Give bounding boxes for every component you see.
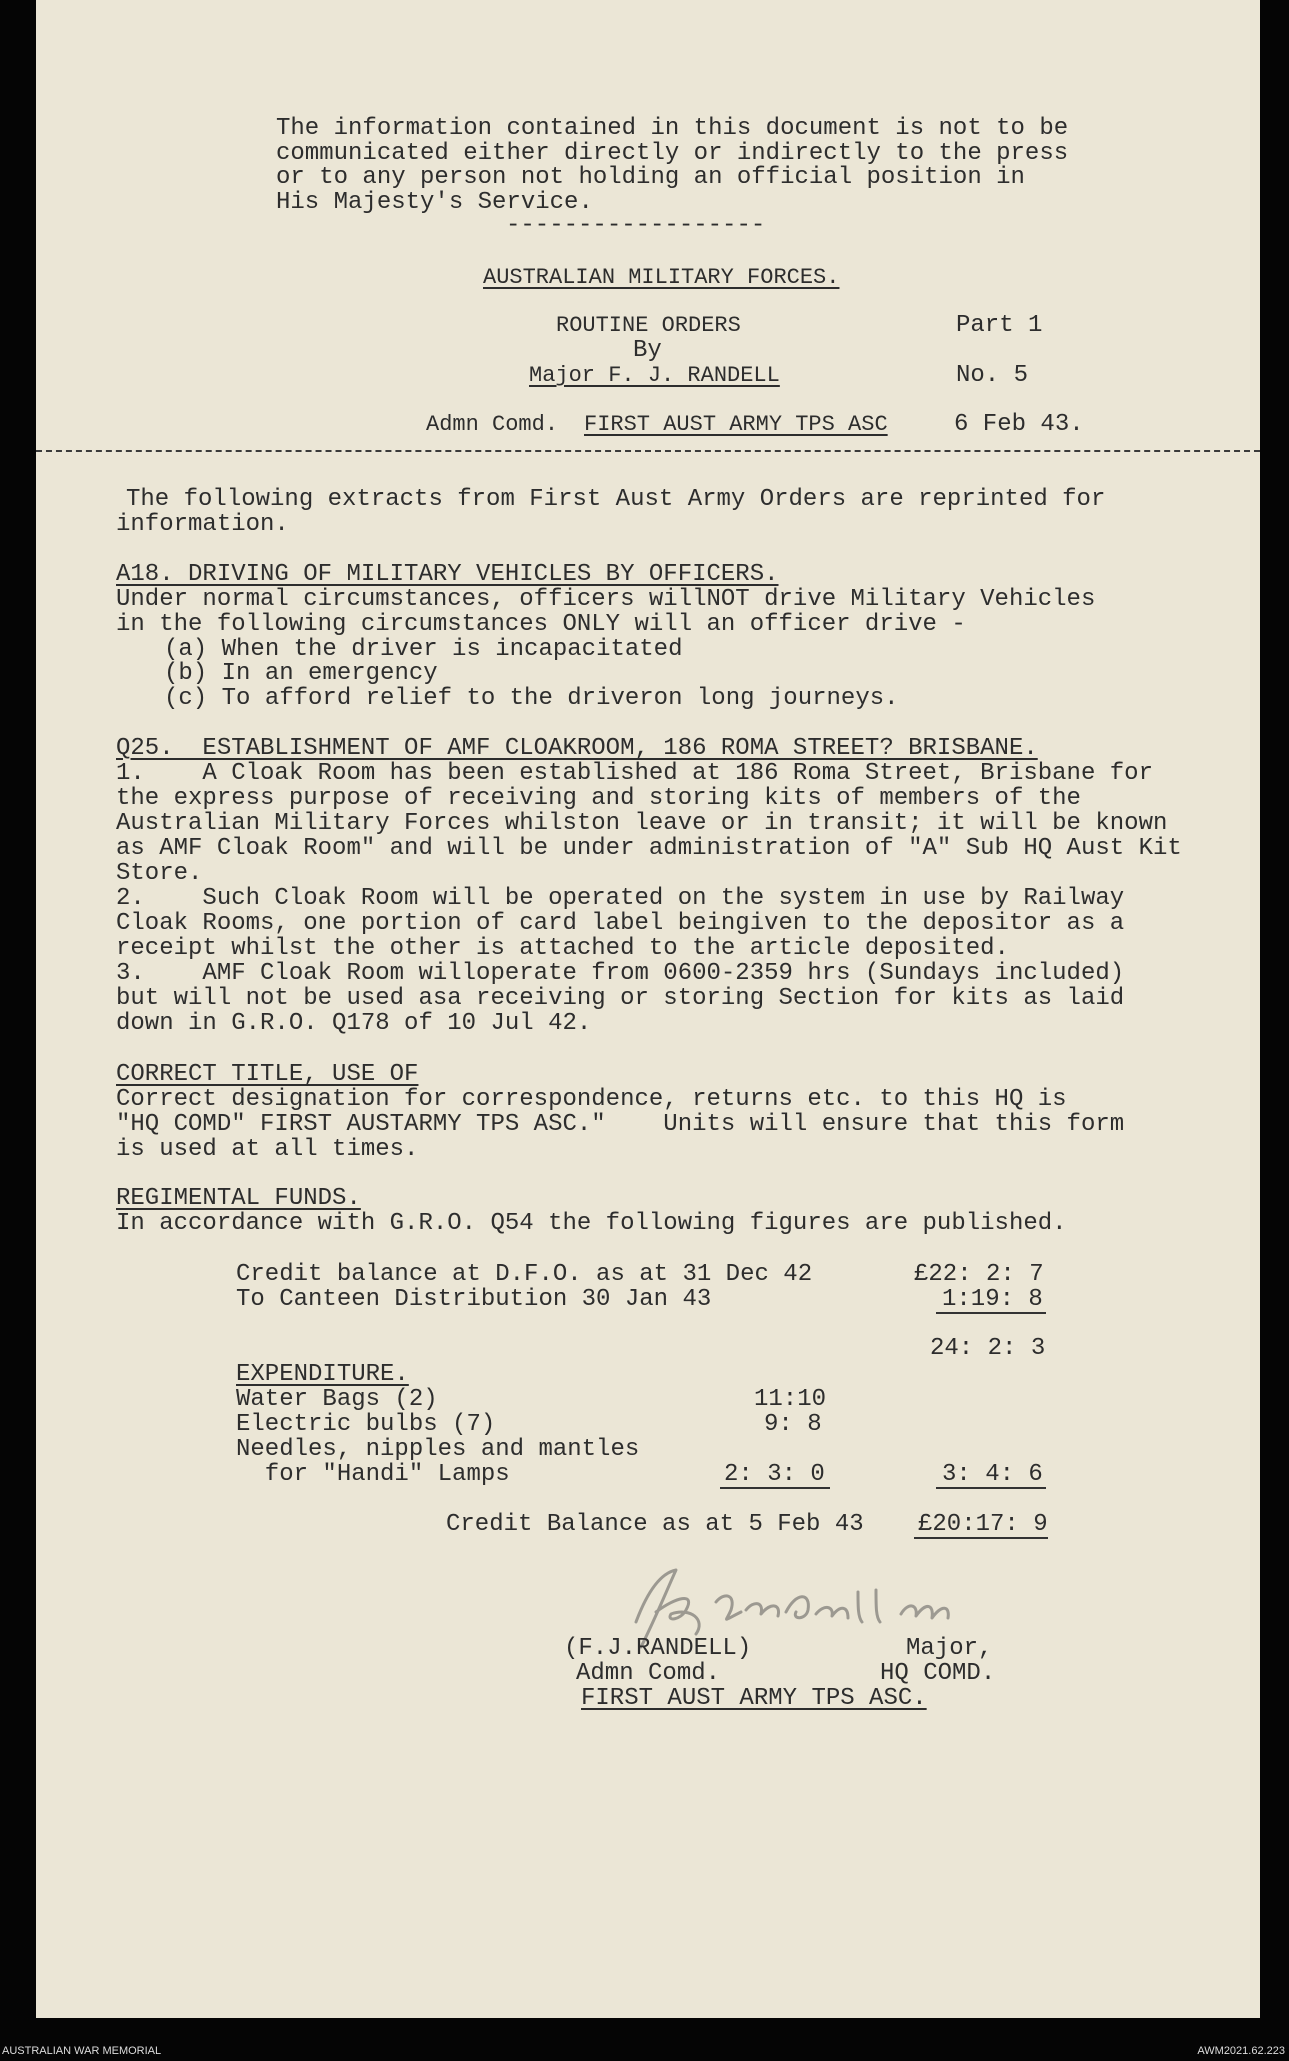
q25-line: Cloak Rooms, one portion of card label beingiven to the depositor as a (116, 910, 1125, 937)
expense-label: for "Handi" Lamps (236, 1461, 510, 1488)
a18-heading: A18. DRIVING OF MILITARY VEHICLES BY OFFICERS. (116, 561, 779, 588)
admin-prefix: Admn Comd. (426, 412, 559, 437)
q25-line: 1. A Cloak Room has been established at 186 Roma Street, Brisbane for (116, 760, 1153, 787)
q25-line: 2. Such Cloak Room will be operated on the system in use by Railway (116, 885, 1125, 912)
notice-line: or to any person not holding an official position in (276, 164, 1025, 191)
balance-label: Credit Balance as at 5 Feb 43 (446, 1511, 864, 1538)
q25-line: but will not be used asa receiving or storing Section for kits as laid (116, 985, 1125, 1012)
expenditure-underline (936, 1487, 1046, 1489)
q25-line: Australian Military Forces whilston leave or in transit; it will be known (116, 810, 1168, 837)
credit-value: £22: 2: 7 (914, 1261, 1044, 1288)
unit-name: FIRST AUST ARMY TPS ASC (584, 412, 888, 437)
officer-name: Major F. J. RANDELL (529, 363, 780, 388)
q25-line: Store. (116, 860, 203, 887)
canteen-value: 1:19: 8 (942, 1286, 1043, 1313)
expenditure-heading: EXPENDITURE. (236, 1361, 409, 1388)
intro-line: The following extracts from First Aust Army Orders are reprinted for (126, 486, 1106, 513)
funds-line: In accordance with G.R.O. Q54 the following figures are published. (116, 1210, 1067, 1237)
footer-left: AUSTRALIAN WAR MEMORIAL (2, 2045, 162, 2057)
q25-line: the express purpose of receiving and storing kits of members of the (116, 785, 1081, 812)
expense-value: 2: 3: 0 (724, 1461, 825, 1488)
order-number: No. 5 (956, 362, 1029, 389)
canteen-underline (936, 1312, 1046, 1314)
expenditure-total: 3: 4: 6 (942, 1461, 1043, 1488)
expense-label: Water Bags (2) (236, 1386, 438, 1413)
forces-heading: AUSTRALIAN MILITARY FORCES. (483, 265, 840, 290)
a18-item: (b) In an emergency (164, 660, 438, 687)
balance-underline (914, 1537, 1048, 1539)
expense-underline (720, 1487, 830, 1489)
subtotal-value: 24: 2: 3 (930, 1335, 1046, 1362)
title-heading: CORRECT TITLE, USE OF (116, 1061, 419, 1088)
title-line: is used at all times. (116, 1136, 419, 1163)
intro-line: information. (116, 511, 289, 538)
expense-value: 9: 8 (764, 1411, 822, 1438)
part-number: Part 1 (956, 312, 1043, 339)
signatory-role: Admn Comd. (576, 1660, 721, 1687)
funds-heading: REGIMENTAL FUNDS. (116, 1185, 361, 1212)
q25-line: down in G.R.O. Q178 of 10 Jul 42. (116, 1010, 592, 1037)
expense-label: Electric bulbs (7) (236, 1411, 496, 1438)
by-label: By (633, 337, 662, 364)
notice-line: communicated either directly or indirectly to the press (276, 140, 1069, 167)
q25-line: 3. AMF Cloak Room willoperate from 0600-2359 hrs (Sundays included) (116, 960, 1125, 987)
q25-heading: Q25. ESTABLISHMENT OF AMF CLOAKROOM, 186 ROMA STREET? BRISBANE. (116, 735, 1038, 762)
a18-item: (c) To afford relief to the driveron long journeys. (164, 685, 899, 712)
q25-line: receipt whilst the other is attached to the article deposited. (116, 935, 1009, 962)
signatory-name: (F.J.RANDELL) (564, 1635, 752, 1662)
a18-item: (a) When the driver is incapacitated (164, 636, 683, 663)
expense-label: Needles, nipples and mantles (236, 1436, 640, 1463)
title-line: "HQ COMD" FIRST AUSTARMY TPS ASC." Units will ensure that this form (116, 1111, 1125, 1138)
order-date: 6 Feb 43. (954, 411, 1084, 438)
footer-right: AWM2021.62.223 (1197, 2045, 1285, 2057)
expense-value: 11:10 (754, 1386, 827, 1413)
routine-orders-title: ROUTINE ORDERS (556, 313, 741, 338)
notice-divider: ------------------ (506, 212, 766, 239)
signatory-hq: HQ COMD. (880, 1660, 996, 1687)
notice-line: His Majesty's Service. (276, 189, 593, 216)
q25-line: as AMF Cloak Room" and will be under administration of "A" Sub HQ Aust Kit (116, 835, 1182, 862)
title-line: Correct designation for correspondence, returns etc. to this HQ is (116, 1086, 1067, 1113)
notice-line: The information contained in this document is not to be (276, 115, 1069, 142)
signatory-unit: FIRST AUST ARMY TPS ASC. (581, 1685, 927, 1712)
signatory-rank: Major, (906, 1635, 993, 1662)
credit-label: Credit balance at D.F.O. as at 31 Dec 42 (236, 1261, 813, 1288)
a18-line: in the following circumstances ONLY will an officer drive - (116, 611, 966, 638)
balance-value: £20:17: 9 (918, 1511, 1048, 1538)
canteen-label: To Canteen Distribution 30 Jan 43 (236, 1286, 712, 1313)
a18-line: Under normal circumstances, officers willNOT drive Military Vehicles (116, 586, 1096, 613)
document-page (36, 0, 1260, 2018)
header-rule (36, 450, 1260, 452)
